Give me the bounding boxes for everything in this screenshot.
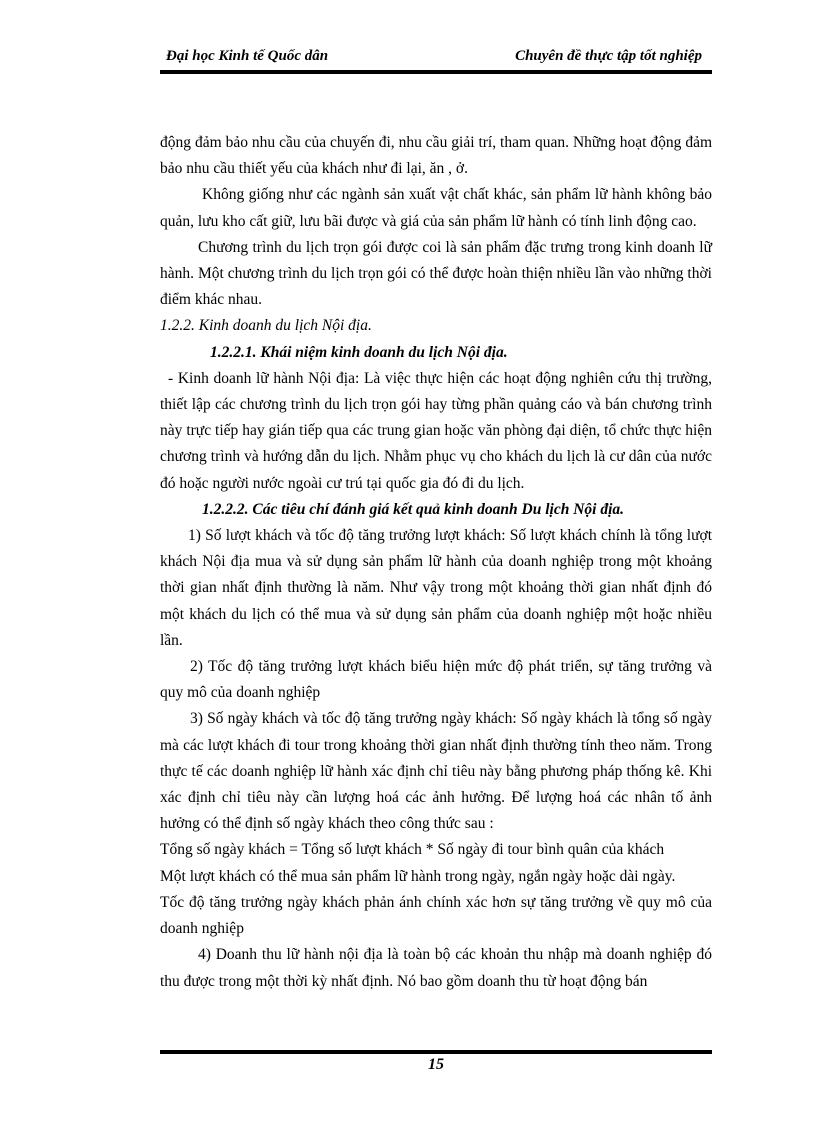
list-item-3: 3) Số ngày khách và tốc độ tăng trưởng ngày khách: Số ngày khách là tổng số ngày mà các lượt khách đi tour trong khoảng thời gian nhất định thường tính theo năm. Trong thực tế các doanh nghiệp lữ hành xác định chỉ tiêu này bằng phương pháp thống kê. Khi xác định chỉ tiêu này cần lượng hoá các ảnh hưởng. Để lượng hoá các nhân tố ảnh hưởng có thể định số ngày khách theo công thức sau :: [160, 710, 712, 833]
paragraph-visit-length: Một lượt khách có thể mua sản phẩm lữ hành trong ngày, ngắn ngày hoặc dài ngày.: [160, 867, 676, 885]
footer-divider: [160, 1050, 712, 1054]
paragraph-package-tour: Chương trình du lịch trọn gói được coi là sản phẩm đặc trưng trong kinh doanh lữ hành. Một chương trình du lịch trọn gói có thể được hoàn thiện nhiều lần vào những thời điểm khác nhau.: [160, 238, 712, 309]
list-item-2: 2) Tốc độ tăng trưởng lượt khách biểu hiện mức độ phát triển, sự tăng trưởng và quy mô của doanh nghiệp: [160, 658, 712, 702]
header-university: Đại học Kinh tế Quốc dân: [166, 48, 329, 64]
page-body: [160, 130, 712, 995]
paragraph-growth-rate: Tốc độ tăng trưởng ngày khách phản ánh chính xác hơn sự tăng trưởng về quy mô của doanh nghiệp: [160, 893, 712, 938]
formula-line: Tổng số ngày khách = Tổng số lượt khách * Số ngày đi tour bình quân của khách: [160, 841, 665, 859]
section-heading-1-2-2-2: 1.2.2.2. Các tiêu chí đánh giá kết quả kinh doanh Du lịch Nội địa.: [202, 500, 625, 518]
paragraph-definition: - Kinh doanh lữ hành Nội địa: Là việc thực hiện các hoạt động nghiên cứu thị trường, thiết lập các chương trình du lịch trọn gói hay từng phần quảng cáo và bán chương trình này trực tiếp hay gián tiếp qua các trung gian hoặc văn phòng đại diện, tổ chức thực hiện chương trình và hướng dẫn du lịch. Nhằm phục vụ cho khách du lịch là cư dân của nước đó hoặc người nước ngoài cư trú tại quốc gia đó đi du lịch.: [160, 369, 712, 492]
paragraph-continuation: động đảm bảo nhu cầu của chuyến đi, nhu cầu giải trí, tham quan. Những hoạt động đảm bảo nhu cầu thiết yếu của khách như đi lại, ăn , ở.: [160, 134, 712, 178]
page-number: 15: [428, 1056, 444, 1073]
section-heading-1-2-2-1: 1.2.2.1. Khái niệm kinh doanh du lịch Nội địa.: [210, 343, 508, 361]
header-divider: [160, 70, 712, 74]
list-item-4: 4) Doanh thu lữ hành nội địa là toàn bộ các khoản thu nhập mà doanh nghiệp đó thu được trong một thời kỳ nhất định. Nó bao gồm doanh thu từ hoạt động bán: [160, 946, 712, 990]
section-heading-1-2-2: 1.2.2. Kinh doanh du lịch Nội địa.: [160, 317, 372, 335]
paragraph-product-nature: Không giống như các ngành sản xuất vật chất khác, sản phẩm lữ hành không bảo quản, lưu kho cất giữ, lưu bãi được và giá của sản phẩm lữ hành có tính linh động cao.: [160, 186, 712, 230]
page-header: [160, 48, 708, 68]
list-item-1: 1) Số lượt khách và tốc độ tăng trưởng lượt khách: Số lượt khách chính là tổng lượt khách Nội địa mua và sử dụng sản phẩm lữ hành của doanh nghiệp trong một khoảng thời gian nhất định thường là năm. Như vậy trong một khoảng thời gian nhất định đó một khách du lịch có thể mua và sử dụng sản phẩm của doanh nghiệp một hoặc nhiều lần.: [160, 527, 712, 649]
header-document-type: Chuyên đề thực tập tốt nghiệp: [515, 48, 702, 64]
